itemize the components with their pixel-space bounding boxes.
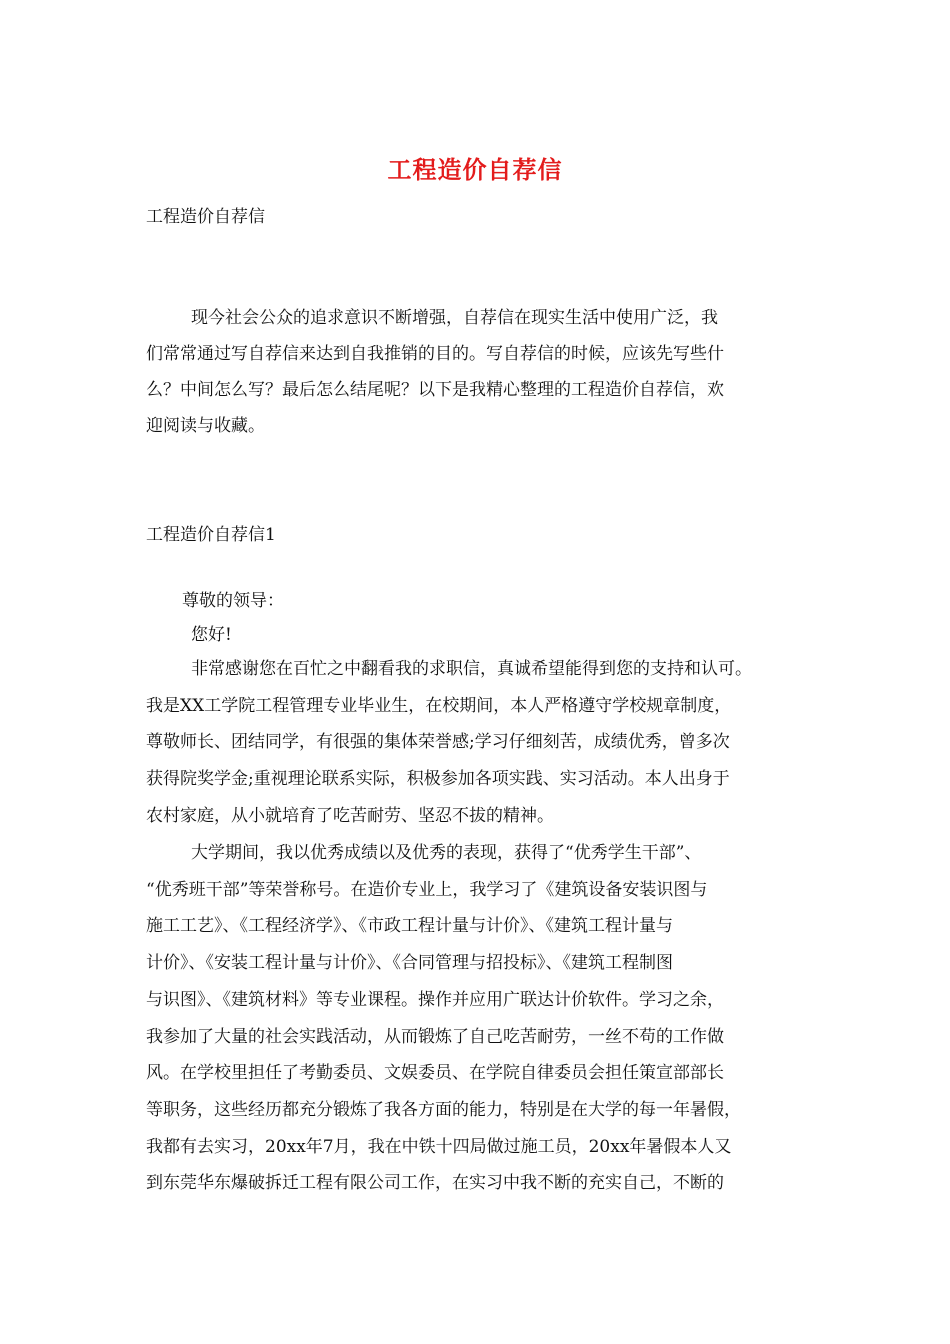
paragraph-line: 计价》、《安装工程计量与计价》、《合同管理与招投标》、《建筑工程制图 <box>146 953 673 974</box>
intro-line: 们常常通过写自荐信来达到自我推销的目的。写自荐信的时候，应该先写些什 <box>146 344 724 364</box>
paragraph-line: 我都有去实习，20xx年7月，我在中铁十四局做过施工员，20xx年暑假本人又 <box>146 1136 732 1157</box>
paragraph-line: “优秀班干部”等荣誉称号。在造价专业上，我学习了《建筑设备安装识图与 <box>146 879 708 900</box>
letter-paragraph-2 <box>146 835 816 1202</box>
letter-hello: 您好! <box>191 625 232 645</box>
paragraph-line: 施工工艺》、《工程经济学》、《市政工程计量与计价》、《建筑工程计量与 <box>146 916 673 937</box>
letter-paragraph-1 <box>146 651 816 835</box>
paragraph-line: 农村家庭，从小就培育了吃苦耐劳、坚忍不拔的精神。 <box>146 805 554 826</box>
paragraph-line: 尊敬师长、团结同学，有很强的集体荣誉感;学习仔细刻苦，成绩优秀，曾多次 <box>146 732 730 753</box>
section-title: 工程造价自荐信1 <box>146 525 276 545</box>
paragraph-line: 非常感谢您在百忙之中翻看我的求职信，真诚希望能得到您的支持和认可。 <box>191 659 752 679</box>
document-subtitle: 工程造价自荐信 <box>146 207 265 227</box>
paragraph-line: 我是XX工学院工程管理专业毕业生，在校期间，本人严格遵守学校规章制度， <box>146 695 732 716</box>
paragraph-line: 大学期间，我以优秀成绩以及优秀的表现，获得了“优秀学生干部”、 <box>191 843 702 863</box>
intro-line: 迎阅读与收藏。 <box>146 416 265 436</box>
paragraph-line: 与识图》、《建筑材料》等专业课程。操作并应用广联达计价软件。学习之余， <box>146 989 724 1010</box>
intro-paragraph <box>146 300 806 444</box>
intro-line: 现今社会公众的追求意识不断增强，自荐信在现实生活中使用广泛，我 <box>191 308 718 328</box>
paragraph-line: 风。在学校里担任了考勤委员、文娱委员、在学院自律委员会担任策宣部部长 <box>146 1063 724 1084</box>
paragraph-line: 获得院奖学金;重视理论联系实际，积极参加各项实践、实习活动。本人出身于 <box>146 769 730 790</box>
paragraph-line: 到东莞华东爆破拆迁工程有限公司工作，在实习中我不断的充实自己，不断的 <box>146 1173 724 1194</box>
paragraph-line: 等职务，这些经历都充分锻炼了我各方面的能力，特别是在大学的每一年暑假， <box>146 1099 741 1120</box>
paragraph-line: 我参加了大量的社会实践活动，从而锻炼了自己吃苦耐劳，一丝不苟的工作做 <box>146 1026 724 1047</box>
intro-line: 么？中间怎么写？最后怎么结尾呢？以下是我精心整理的工程造价自荐信，欢 <box>146 380 724 400</box>
document-title: 工程造价自荐信 <box>387 155 563 184</box>
letter-greeting: 尊敬的领导： <box>182 591 284 611</box>
